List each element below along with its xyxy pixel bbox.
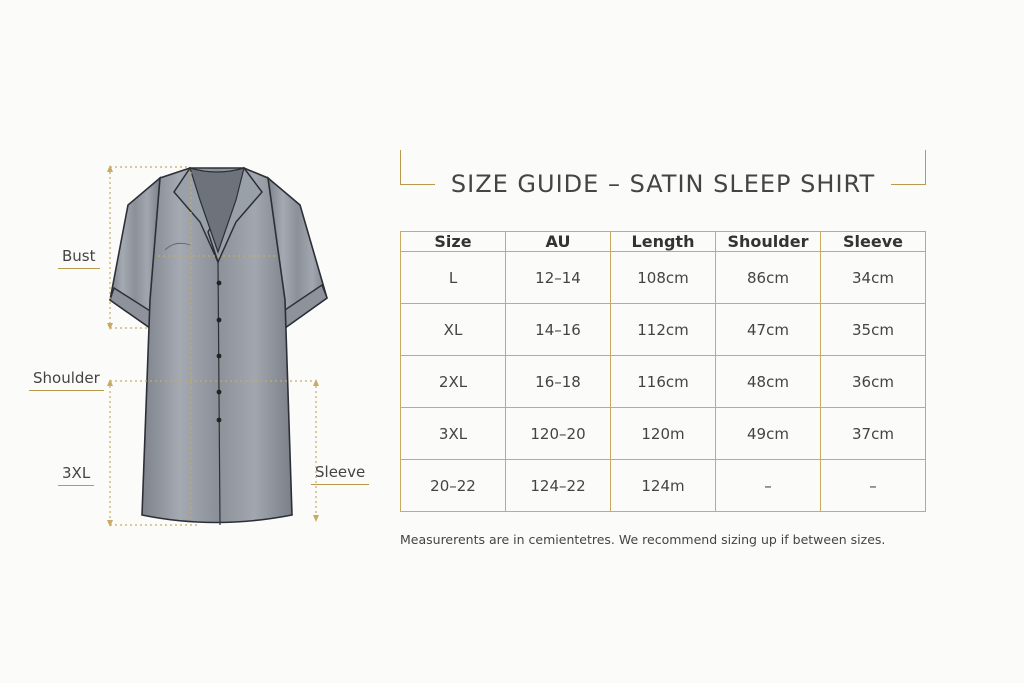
cell-sleeve: 35cm xyxy=(821,304,926,356)
table-row xyxy=(401,408,926,460)
cell-length: 112cm xyxy=(611,304,716,356)
cell-shoulder: 86cm xyxy=(716,252,821,304)
cell-size: XL xyxy=(401,304,506,356)
title-frame xyxy=(400,150,926,198)
shoulder-label: Shoulder xyxy=(33,369,100,387)
header-length: Length xyxy=(611,232,716,252)
table-row xyxy=(401,460,926,512)
bust-label: Bust xyxy=(62,247,96,265)
cell-au: 12–14 xyxy=(506,252,611,304)
cell-size: 3XL xyxy=(401,408,506,460)
cell-length: 108cm xyxy=(611,252,716,304)
page-title: SIZE GUIDE – SATIN SLEEP SHIRT xyxy=(450,170,876,198)
cell-size: L xyxy=(401,252,506,304)
header-sleeve: Sleeve xyxy=(821,232,926,252)
cell-length: 124m xyxy=(611,460,716,512)
cell-length: 116cm xyxy=(611,356,716,408)
cell-shoulder: 47cm xyxy=(716,304,821,356)
header-au: AU xyxy=(506,232,611,252)
table-row xyxy=(401,304,926,356)
cell-size: 2XL xyxy=(401,356,506,408)
cell-shoulder: 49cm xyxy=(716,408,821,460)
footnote: Measurerents are in cemientetres. We recommend sizing up if between sizes. xyxy=(400,532,886,547)
size-label: 3XL xyxy=(62,464,90,482)
cell-sleeve: 36cm xyxy=(821,356,926,408)
size-table xyxy=(400,231,926,512)
cell-shoulder: – xyxy=(716,460,821,512)
cell-sleeve: 37cm xyxy=(821,408,926,460)
cell-size: 20–22 xyxy=(401,460,506,512)
cell-au: 120–20 xyxy=(506,408,611,460)
cell-sleeve: – xyxy=(821,460,926,512)
cell-sleeve: 34cm xyxy=(821,252,926,304)
cell-au: 16–18 xyxy=(506,356,611,408)
cell-length: 120m xyxy=(611,408,716,460)
table-header-row xyxy=(401,232,926,252)
cell-au: 14–16 xyxy=(506,304,611,356)
sleep-shirt-illustration xyxy=(0,0,380,683)
header-shoulder: Shoulder xyxy=(716,232,821,252)
sleeve-label: Sleeve xyxy=(315,463,365,481)
table-row xyxy=(401,356,926,408)
cell-au: 124–22 xyxy=(506,460,611,512)
header-size: Size xyxy=(401,232,506,252)
table-row xyxy=(401,252,926,304)
cell-shoulder: 48cm xyxy=(716,356,821,408)
